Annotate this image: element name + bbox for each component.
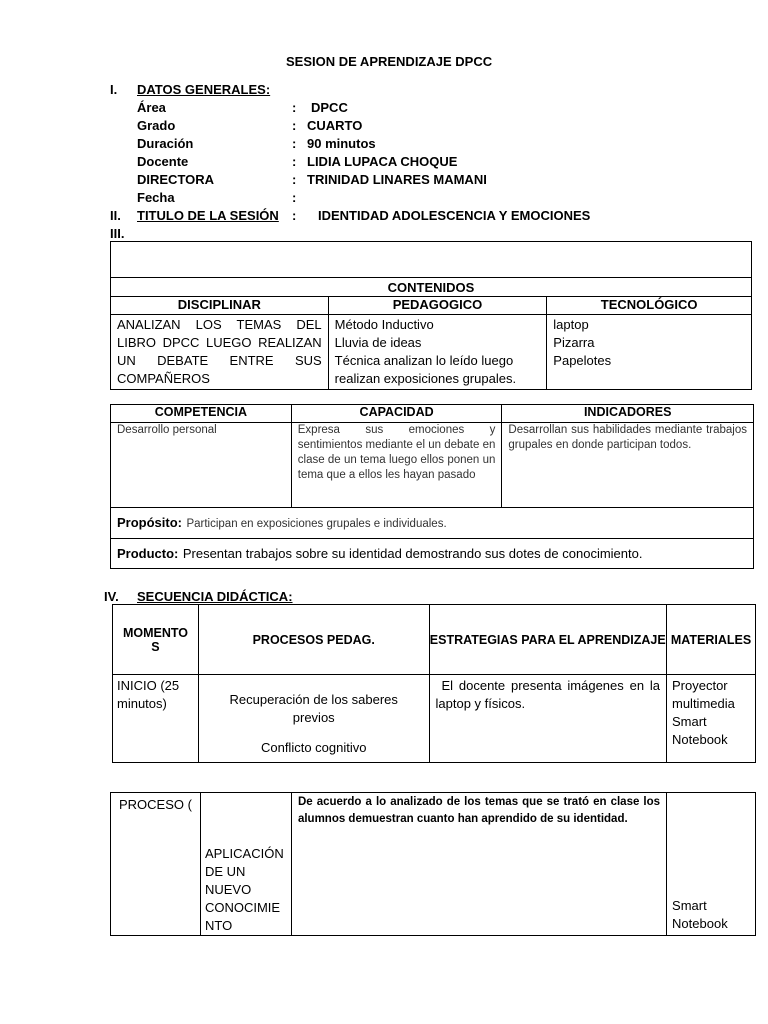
proceso-momento: PROCESO ( bbox=[111, 793, 201, 936]
inicio-estrategia: El docente presenta imágenes en la laptop y físicos. bbox=[429, 675, 667, 763]
material-item: Notebook bbox=[672, 732, 728, 747]
titulo-sesion-value: IDENTIDAD ADOLESCENCIA Y EMOCIONES bbox=[318, 208, 591, 223]
proceso-line: APLICACIÓN bbox=[204, 846, 284, 861]
proposito-row bbox=[111, 508, 754, 539]
header-competencia: COMPETENCIA bbox=[111, 405, 292, 423]
pedagogico-item: Método Inductivo bbox=[334, 317, 434, 332]
material-item: Notebook bbox=[672, 916, 728, 931]
value-grado: CUARTO bbox=[307, 118, 363, 133]
header-momentos: MOMENTO S bbox=[113, 605, 199, 675]
proceso-line: DE UN bbox=[204, 864, 246, 879]
proceso-procesos bbox=[200, 793, 291, 936]
value-directora: TRINIDAD LINARES MAMANI bbox=[307, 172, 487, 187]
producto-label: Producto: bbox=[117, 546, 179, 561]
section-number-1: I. bbox=[110, 82, 118, 97]
value-area: DPCC bbox=[311, 100, 348, 115]
header-estrategias: ESTRATEGIAS PARA EL APRENDIZAJE bbox=[429, 605, 667, 675]
colon: : bbox=[292, 118, 297, 133]
value-docente: LIDIA LUPACA CHOQUE bbox=[307, 154, 458, 169]
label-docente: Docente bbox=[137, 154, 189, 169]
label-directora: DIRECTORA bbox=[137, 172, 215, 187]
label-fecha: Fecha bbox=[137, 190, 175, 205]
colon: : bbox=[292, 154, 297, 169]
empty-row bbox=[111, 242, 752, 278]
secuencia-table bbox=[112, 604, 756, 763]
material-item: Smart bbox=[672, 714, 707, 729]
header-procesos: PROCESOS PEDAG. bbox=[198, 605, 429, 675]
pedagogico-cell bbox=[328, 315, 547, 390]
tecnologico-item: laptop bbox=[553, 317, 589, 332]
pedagogico-item: Lluvia de ideas bbox=[334, 335, 422, 350]
material-item: Proyector bbox=[672, 678, 728, 693]
section-number-2: II. bbox=[110, 208, 121, 223]
pedagogico-item: Técnica analizan lo leído luego realizan exposiciones grupales. bbox=[334, 353, 517, 386]
header-pedagogico: PEDAGOGICO bbox=[328, 297, 547, 315]
proceso-line: CONOCIMIE bbox=[204, 900, 281, 915]
disciplinar-cell: ANALIZAN LOS TEMAS DEL LIBRO DPCC LUEGO REALIZAN UN DEBATE ENTRE SUS COMPAÑEROS bbox=[111, 315, 329, 390]
value-duracion: 90 minutos bbox=[307, 136, 376, 151]
header-capacidad: CAPACIDAD bbox=[291, 405, 502, 423]
proceso-materiales bbox=[667, 793, 756, 936]
section-number-3: III. bbox=[110, 226, 125, 241]
inicio-momento: INICIO (25 minutos) bbox=[113, 675, 199, 763]
colon: : bbox=[292, 190, 297, 205]
competencia-cell: Desarrollo personal bbox=[111, 423, 292, 508]
inicio-materiales bbox=[667, 675, 756, 763]
label-grado: Grado bbox=[137, 118, 176, 133]
label-duracion: Duración bbox=[137, 136, 194, 151]
tecnologico-item: Pizarra bbox=[553, 335, 595, 350]
colon: : bbox=[292, 100, 297, 115]
contenidos-table bbox=[110, 241, 752, 390]
tecnologico-item: Papelotes bbox=[553, 353, 612, 368]
material-item: Smart bbox=[672, 898, 707, 913]
header-indicadores: INDICADORES bbox=[502, 405, 754, 423]
proceso-estrategia: De acuerdo a lo analizado de los temas que se trató en clase los alumnos demuestran cuanto han aprendido de su identidad. bbox=[291, 793, 666, 936]
secuencia-heading: SECUENCIA DIDÁCTICA: bbox=[137, 589, 293, 604]
section-number-4: IV. bbox=[104, 589, 119, 604]
proposito-label: Propósito: bbox=[117, 515, 182, 530]
inicio-proceso-2: Conflicto cognitivo bbox=[260, 740, 367, 755]
inicio-proceso-1: Recuperación de los saberes previos bbox=[229, 692, 398, 725]
header-materiales: MATERIALES bbox=[667, 605, 756, 675]
proceso-table bbox=[110, 792, 756, 936]
material-item: multimedia bbox=[672, 696, 735, 711]
header-tecnologico: TECNOLÓGICO bbox=[547, 297, 752, 315]
page-title: SESION DE APRENDIZAJE DPCC bbox=[286, 54, 493, 69]
contenidos-title: CONTENIDOS bbox=[111, 278, 752, 297]
titulo-sesion-heading: TITULO DE LA SESIÓN bbox=[137, 208, 279, 223]
inicio-procesos bbox=[198, 675, 429, 763]
competencias-table bbox=[110, 404, 754, 569]
datos-generales-heading: DATOS GENERALES: bbox=[137, 82, 271, 97]
indicadores-cell: Desarrollan sus habilidades mediante trabajos grupales en donde participan todos. bbox=[502, 423, 754, 508]
label-area: Área bbox=[137, 100, 166, 115]
proceso-line: NUEVO bbox=[204, 882, 252, 897]
colon: : bbox=[292, 136, 297, 151]
producto-text: Presentan trabajos sobre su identidad demostrando sus dotes de conocimiento. bbox=[182, 546, 643, 561]
producto-row bbox=[111, 539, 754, 569]
proposito-text: Participan en exposiciones grupales e individuales. bbox=[186, 518, 447, 530]
capacidad-cell: Expresa sus emociones y sentimientos mediante el un debate en clase de un tema luego ellos ponen un tema que a ellos les hayan pasado bbox=[291, 423, 502, 508]
colon: : bbox=[292, 208, 297, 223]
tecnologico-cell bbox=[547, 315, 752, 390]
header-disciplinar: DISCIPLINAR bbox=[111, 297, 329, 315]
proceso-line: NTO bbox=[204, 918, 233, 933]
colon: : bbox=[292, 172, 297, 187]
